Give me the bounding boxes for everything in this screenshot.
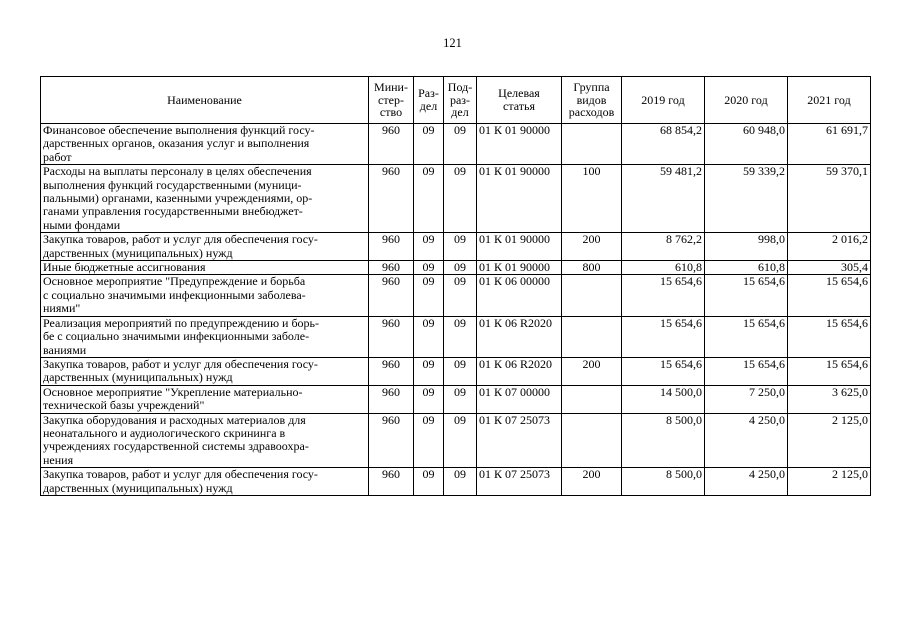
table-row xyxy=(41,275,871,316)
header-group: Группа видов расходов xyxy=(562,77,622,124)
header-section: Раз- дел xyxy=(414,77,444,124)
cell-2021: 2 125,0 xyxy=(788,468,871,496)
cell-name: Закупка товаров, работ и услуг для обеспечения госу- дарственных (муниципальных) нужд xyxy=(41,357,369,385)
cell-subsection: 09 xyxy=(444,468,477,496)
cell-2019: 15 654,6 xyxy=(622,275,705,316)
cell-2020: 610,8 xyxy=(705,261,788,275)
cell-2021: 15 654,6 xyxy=(788,316,871,357)
cell-ministry: 960 xyxy=(369,385,414,413)
cell-ministry: 960 xyxy=(369,316,414,357)
table-row xyxy=(41,468,871,496)
cell-ministry: 960 xyxy=(369,275,414,316)
cell-2021: 3 625,0 xyxy=(788,385,871,413)
cell-name: Закупка товаров, работ и услуг для обеспечения госу- дарственных (муниципальных) нужд xyxy=(41,468,369,496)
header-2019: 2019 год xyxy=(622,77,705,124)
cell-ministry: 960 xyxy=(369,357,414,385)
cell-group xyxy=(562,385,622,413)
cell-target: 01 К 06 00000 xyxy=(477,275,562,316)
cell-2019: 8 500,0 xyxy=(622,468,705,496)
cell-2019: 610,8 xyxy=(622,261,705,275)
cell-ministry: 960 xyxy=(369,124,414,165)
cell-2021: 2 125,0 xyxy=(788,413,871,468)
cell-2020: 59 339,2 xyxy=(705,165,788,233)
cell-subsection: 09 xyxy=(444,233,477,261)
cell-subsection: 09 xyxy=(444,316,477,357)
cell-ministry: 960 xyxy=(369,468,414,496)
cell-section: 09 xyxy=(414,468,444,496)
cell-2020: 4 250,0 xyxy=(705,468,788,496)
cell-2020: 15 654,6 xyxy=(705,357,788,385)
cell-2020: 7 250,0 xyxy=(705,385,788,413)
table-row xyxy=(41,233,871,261)
cell-2020: 998,0 xyxy=(705,233,788,261)
cell-section: 09 xyxy=(414,413,444,468)
cell-subsection: 09 xyxy=(444,385,477,413)
cell-group: 800 xyxy=(562,261,622,275)
header-target: Целевая статья xyxy=(477,77,562,124)
cell-2021: 59 370,1 xyxy=(788,165,871,233)
header-subsection: Под- раз- дел xyxy=(444,77,477,124)
cell-ministry: 960 xyxy=(369,261,414,275)
cell-section: 09 xyxy=(414,316,444,357)
cell-target: 01 К 01 90000 xyxy=(477,124,562,165)
cell-target: 01 К 06 R2020 xyxy=(477,357,562,385)
cell-subsection: 09 xyxy=(444,124,477,165)
cell-subsection: 09 xyxy=(444,165,477,233)
table-row xyxy=(41,261,871,275)
cell-group: 200 xyxy=(562,468,622,496)
table-row xyxy=(41,316,871,357)
cell-group xyxy=(562,316,622,357)
cell-name: Основное мероприятие "Предупреждение и борьба с социально значимыми инфекционными заболева- ниями" xyxy=(41,275,369,316)
header-name: Наименование xyxy=(41,77,369,124)
cell-target: 01 К 01 90000 xyxy=(477,233,562,261)
cell-2019: 8 500,0 xyxy=(622,413,705,468)
cell-name: Расходы на выплаты персоналу в целях обеспечения выполнения функций государственными (муници- пальными) органами, казенными учреждениями, ор- ганами управления государственными внебюджет- ными фондами xyxy=(41,165,369,233)
cell-group: 200 xyxy=(562,357,622,385)
cell-target: 01 К 06 R2020 xyxy=(477,316,562,357)
page-number: 121 xyxy=(443,36,462,50)
cell-name: Финансовое обеспечение выполнения функций госу- дарственных органов, оказания услуг и выполнения работ xyxy=(41,124,369,165)
cell-name: Реализация мероприятий по предупреждению и борь- бе с социально значимыми инфекционными заболе- ваниями xyxy=(41,316,369,357)
cell-group xyxy=(562,275,622,316)
cell-subsection: 09 xyxy=(444,275,477,316)
table-row xyxy=(41,165,871,233)
cell-subsection: 09 xyxy=(444,357,477,385)
cell-group xyxy=(562,124,622,165)
cell-name: Закупка оборудования и расходных материалов для неонатального и аудиологического скрининга в учреждениях государственной системы здравоохра- нения xyxy=(41,413,369,468)
cell-2021: 305,4 xyxy=(788,261,871,275)
cell-2019: 8 762,2 xyxy=(622,233,705,261)
table-row xyxy=(41,357,871,385)
header-ministry: Мини- стер- ство xyxy=(369,77,414,124)
cell-section: 09 xyxy=(414,385,444,413)
cell-target: 01 К 07 25073 xyxy=(477,413,562,468)
table-row xyxy=(41,124,871,165)
cell-subsection: 09 xyxy=(444,261,477,275)
cell-section: 09 xyxy=(414,275,444,316)
cell-2019: 15 654,6 xyxy=(622,357,705,385)
table-row xyxy=(41,385,871,413)
cell-ministry: 960 xyxy=(369,165,414,233)
cell-2021: 15 654,6 xyxy=(788,275,871,316)
cell-group xyxy=(562,413,622,468)
cell-2019: 59 481,2 xyxy=(622,165,705,233)
table-row xyxy=(41,413,871,468)
cell-group: 100 xyxy=(562,165,622,233)
cell-section: 09 xyxy=(414,165,444,233)
cell-2021: 2 016,2 xyxy=(788,233,871,261)
cell-2019: 15 654,6 xyxy=(622,316,705,357)
cell-group: 200 xyxy=(562,233,622,261)
cell-2019: 68 854,2 xyxy=(622,124,705,165)
cell-2019: 14 500,0 xyxy=(622,385,705,413)
cell-name: Закупка товаров, работ и услуг для обеспечения госу- дарственных (муниципальных) нужд xyxy=(41,233,369,261)
budget-table xyxy=(40,76,871,496)
cell-name: Основное мероприятие "Укрепление материально- технической базы учреждений" xyxy=(41,385,369,413)
cell-section: 09 xyxy=(414,261,444,275)
cell-target: 01 К 01 90000 xyxy=(477,261,562,275)
header-2020: 2020 год xyxy=(705,77,788,124)
header-row xyxy=(41,77,871,124)
cell-2020: 15 654,6 xyxy=(705,316,788,357)
cell-target: 01 К 01 90000 xyxy=(477,165,562,233)
cell-2020: 60 948,0 xyxy=(705,124,788,165)
cell-2020: 4 250,0 xyxy=(705,413,788,468)
cell-name: Иные бюджетные ассигнования xyxy=(41,261,369,275)
cell-2021: 61 691,7 xyxy=(788,124,871,165)
cell-2020: 15 654,6 xyxy=(705,275,788,316)
cell-ministry: 960 xyxy=(369,233,414,261)
cell-subsection: 09 xyxy=(444,413,477,468)
cell-section: 09 xyxy=(414,233,444,261)
cell-section: 09 xyxy=(414,124,444,165)
cell-section: 09 xyxy=(414,357,444,385)
cell-ministry: 960 xyxy=(369,413,414,468)
cell-2021: 15 654,6 xyxy=(788,357,871,385)
cell-target: 01 К 07 25073 xyxy=(477,468,562,496)
cell-target: 01 К 07 00000 xyxy=(477,385,562,413)
header-2021: 2021 год xyxy=(788,77,871,124)
